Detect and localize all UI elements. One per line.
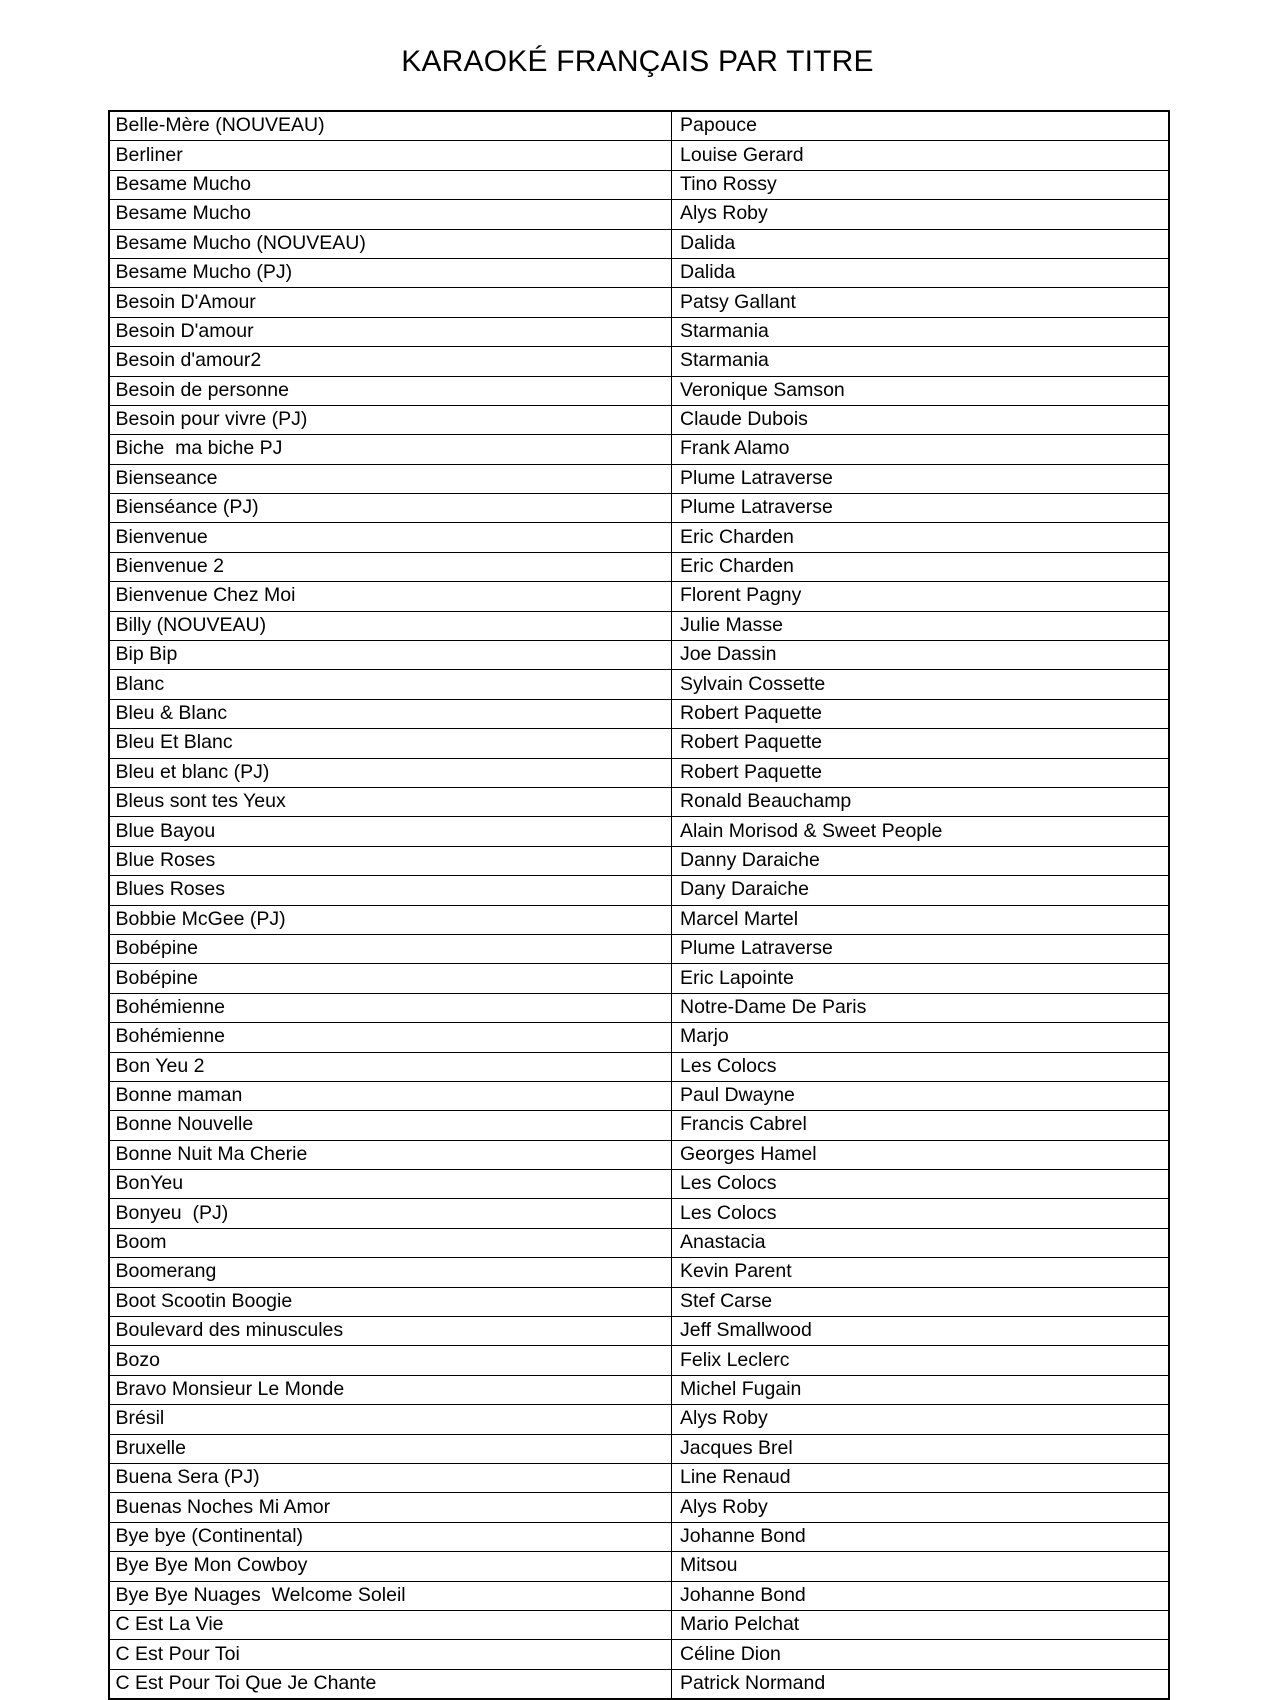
table-row	[109, 670, 1169, 699]
song-title-cell: Bleu Et Blanc	[109, 729, 672, 758]
table-row	[109, 1346, 1169, 1375]
page-title: KARAOKÉ FRANÇAIS PAR TITRE	[401, 45, 874, 78]
artist-cell: Dany Daraiche	[672, 876, 1169, 905]
table-row	[109, 1023, 1169, 1052]
table-row	[109, 582, 1169, 611]
artist-cell: Marjo	[672, 1023, 1169, 1052]
artist-cell: Alain Morisod & Sweet People	[672, 817, 1169, 846]
artist-cell: Kevin Parent	[672, 1258, 1169, 1287]
song-title-cell: Bye bye (Continental)	[109, 1522, 672, 1551]
artist-cell: Louise Gerard	[672, 141, 1169, 170]
song-title-cell: C Est Pour Toi	[109, 1640, 672, 1669]
song-title-cell: Besame Mucho	[109, 200, 672, 229]
song-title-cell: Bienvenue 2	[109, 552, 672, 581]
table-row	[109, 729, 1169, 758]
song-title-cell: BonYeu	[109, 1170, 672, 1199]
table-row	[109, 1434, 1169, 1463]
artist-cell: Jacques Brel	[672, 1434, 1169, 1463]
table-row	[109, 1052, 1169, 1081]
artist-cell: Dalida	[672, 258, 1169, 287]
song-title-cell: Besoin D'Amour	[109, 288, 672, 317]
song-table-body	[109, 111, 1169, 1699]
artist-cell: Les Colocs	[672, 1052, 1169, 1081]
song-title-cell: Bobbie McGee (PJ)	[109, 905, 672, 934]
song-title-cell: Bienséance (PJ)	[109, 494, 672, 523]
song-title-cell: Bonne Nouvelle	[109, 1111, 672, 1140]
song-title-cell: Bonyeu (PJ)	[109, 1199, 672, 1228]
song-title-cell: Buenas Noches Mi Amor	[109, 1493, 672, 1522]
table-row	[109, 288, 1169, 317]
song-title-cell: Bobépine	[109, 964, 672, 993]
artist-cell: Tino Rossy	[672, 170, 1169, 199]
table-row	[109, 1522, 1169, 1551]
table-row	[109, 1228, 1169, 1257]
artist-cell: Veronique Samson	[672, 376, 1169, 405]
table-row	[109, 1199, 1169, 1228]
artist-cell: Jeff Smallwood	[672, 1317, 1169, 1346]
artist-cell: Notre-Dame De Paris	[672, 993, 1169, 1022]
artist-cell: Papouce	[672, 111, 1169, 141]
table-row	[109, 611, 1169, 640]
artist-cell: Starmania	[672, 347, 1169, 376]
artist-cell: Michel Fugain	[672, 1375, 1169, 1404]
artist-cell: Danny Daraiche	[672, 846, 1169, 875]
artist-cell: Les Colocs	[672, 1170, 1169, 1199]
table-row	[109, 1375, 1169, 1404]
song-title-cell: Billy (NOUVEAU)	[109, 611, 672, 640]
artist-cell: Eric Charden	[672, 552, 1169, 581]
song-title-cell: Bye Bye Nuages Welcome Soleil	[109, 1581, 672, 1610]
table-row	[109, 435, 1169, 464]
song-title-cell: Bye Bye Mon Cowboy	[109, 1552, 672, 1581]
table-row	[109, 523, 1169, 552]
table-row	[109, 758, 1169, 787]
song-title-cell: Bohémienne	[109, 1023, 672, 1052]
table-row	[109, 1669, 1169, 1699]
song-title-cell: Bravo Monsieur Le Monde	[109, 1375, 672, 1404]
song-title-cell: Bruxelle	[109, 1434, 672, 1463]
artist-cell: Paul Dwayne	[672, 1081, 1169, 1110]
table-row	[109, 141, 1169, 170]
song-title-cell: Bienvenue Chez Moi	[109, 582, 672, 611]
song-title-cell: Besoin pour vivre (PJ)	[109, 405, 672, 434]
song-title-cell: Bienvenue	[109, 523, 672, 552]
table-row	[109, 1610, 1169, 1639]
table-row	[109, 317, 1169, 346]
song-title-cell: Bonne Nuit Ma Cherie	[109, 1140, 672, 1169]
table-row	[109, 1081, 1169, 1110]
artist-cell: Plume Latraverse	[672, 494, 1169, 523]
song-title-cell: Besoin D'amour	[109, 317, 672, 346]
song-title-cell: Blue Roses	[109, 846, 672, 875]
artist-cell: Alys Roby	[672, 1405, 1169, 1434]
table-row	[109, 1640, 1169, 1669]
song-title-cell: Besame Mucho (PJ)	[109, 258, 672, 287]
song-title-cell: Boom	[109, 1228, 672, 1257]
song-title-cell: Blues Roses	[109, 876, 672, 905]
artist-cell: Robert Paquette	[672, 699, 1169, 728]
table-row	[109, 1552, 1169, 1581]
table-row	[109, 229, 1169, 258]
table-row	[109, 347, 1169, 376]
artist-cell: Georges Hamel	[672, 1140, 1169, 1169]
artist-cell: Les Colocs	[672, 1199, 1169, 1228]
table-row	[109, 876, 1169, 905]
song-title-cell: Bon Yeu 2	[109, 1052, 672, 1081]
table-row	[109, 1111, 1169, 1140]
table-row	[109, 699, 1169, 728]
artist-cell: Mitsou	[672, 1552, 1169, 1581]
table-row	[109, 376, 1169, 405]
table-row	[109, 258, 1169, 287]
song-title-cell: Brésil	[109, 1405, 672, 1434]
artist-cell: Plume Latraverse	[672, 464, 1169, 493]
artist-cell: Frank Alamo	[672, 435, 1169, 464]
song-title-cell: C Est Pour Toi Que Je Chante	[109, 1669, 672, 1699]
table-row	[109, 1170, 1169, 1199]
table-row	[109, 787, 1169, 816]
song-title-cell: Blue Bayou	[109, 817, 672, 846]
artist-cell: Sylvain Cossette	[672, 670, 1169, 699]
table-row	[109, 846, 1169, 875]
artist-cell: Eric Lapointe	[672, 964, 1169, 993]
table-row	[109, 552, 1169, 581]
table-row	[109, 964, 1169, 993]
table-row	[109, 405, 1169, 434]
table-row	[109, 934, 1169, 963]
table-row	[109, 905, 1169, 934]
artist-cell: Robert Paquette	[672, 729, 1169, 758]
artist-cell: Johanne Bond	[672, 1581, 1169, 1610]
artist-cell: Starmania	[672, 317, 1169, 346]
artist-cell: Alys Roby	[672, 200, 1169, 229]
table-row	[109, 1317, 1169, 1346]
artist-cell: Stef Carse	[672, 1287, 1169, 1316]
table-row	[109, 200, 1169, 229]
song-title-cell: Bip Bip	[109, 641, 672, 670]
song-title-cell: Besame Mucho	[109, 170, 672, 199]
song-title-cell: Boomerang	[109, 1258, 672, 1287]
song-title-cell: Belle-Mère (NOUVEAU)	[109, 111, 672, 141]
table-row	[109, 170, 1169, 199]
song-table-container	[108, 80, 1168, 1700]
song-title-cell: Blanc	[109, 670, 672, 699]
table-row	[109, 993, 1169, 1022]
table-row	[109, 111, 1169, 141]
artist-cell: Alys Roby	[672, 1493, 1169, 1522]
table-row	[109, 494, 1169, 523]
song-title-cell: Bleu et blanc (PJ)	[109, 758, 672, 787]
table-row	[109, 1581, 1169, 1610]
song-title-cell: Besoin d'amour2	[109, 347, 672, 376]
song-title-cell: Besame Mucho (NOUVEAU)	[109, 229, 672, 258]
song-title-cell: Bobépine	[109, 934, 672, 963]
table-row	[109, 1258, 1169, 1287]
artist-cell: Patrick Normand	[672, 1669, 1169, 1699]
artist-cell: Dalida	[672, 229, 1169, 258]
song-title-cell: Bozo	[109, 1346, 672, 1375]
artist-cell: Ronald Beauchamp	[672, 787, 1169, 816]
song-title-cell: Bleus sont tes Yeux	[109, 787, 672, 816]
table-row	[109, 1493, 1169, 1522]
artist-cell: Mario Pelchat	[672, 1610, 1169, 1639]
song-title-cell: Bienseance	[109, 464, 672, 493]
artist-cell: Florent Pagny	[672, 582, 1169, 611]
artist-cell: Patsy Gallant	[672, 288, 1169, 317]
song-title-cell: Buena Sera (PJ)	[109, 1463, 672, 1492]
artist-cell: Johanne Bond	[672, 1522, 1169, 1551]
artist-cell: Robert Paquette	[672, 758, 1169, 787]
table-row	[109, 464, 1169, 493]
artist-cell: Felix Leclerc	[672, 1346, 1169, 1375]
song-title-cell: Besoin de personne	[109, 376, 672, 405]
artist-cell: Claude Dubois	[672, 405, 1169, 434]
artist-cell: Francis Cabrel	[672, 1111, 1169, 1140]
song-title-cell: Bohémienne	[109, 993, 672, 1022]
artist-cell: Céline Dion	[672, 1640, 1169, 1669]
song-title-cell: Boot Scootin Boogie	[109, 1287, 672, 1316]
artist-cell: Joe Dassin	[672, 641, 1169, 670]
song-title-cell: Biche ma biche PJ	[109, 435, 672, 464]
song-title-cell: Bonne maman	[109, 1081, 672, 1110]
artist-cell: Marcel Martel	[672, 905, 1169, 934]
artist-cell: Plume Latraverse	[672, 934, 1169, 963]
song-title-cell: C Est La Vie	[109, 1610, 672, 1639]
table-row	[109, 1287, 1169, 1316]
song-title-cell: Bleu & Blanc	[109, 699, 672, 728]
artist-cell: Eric Charden	[672, 523, 1169, 552]
artist-cell: Anastacia	[672, 1228, 1169, 1257]
song-title-cell: Boulevard des minuscules	[109, 1317, 672, 1346]
table-row	[109, 1405, 1169, 1434]
artist-cell: Julie Masse	[672, 611, 1169, 640]
song-title-cell: Berliner	[109, 141, 672, 170]
table-row	[109, 641, 1169, 670]
table-row	[109, 1463, 1169, 1492]
song-table	[108, 110, 1170, 1700]
artist-cell: Line Renaud	[672, 1463, 1169, 1492]
table-row	[109, 817, 1169, 846]
table-row	[109, 1140, 1169, 1169]
